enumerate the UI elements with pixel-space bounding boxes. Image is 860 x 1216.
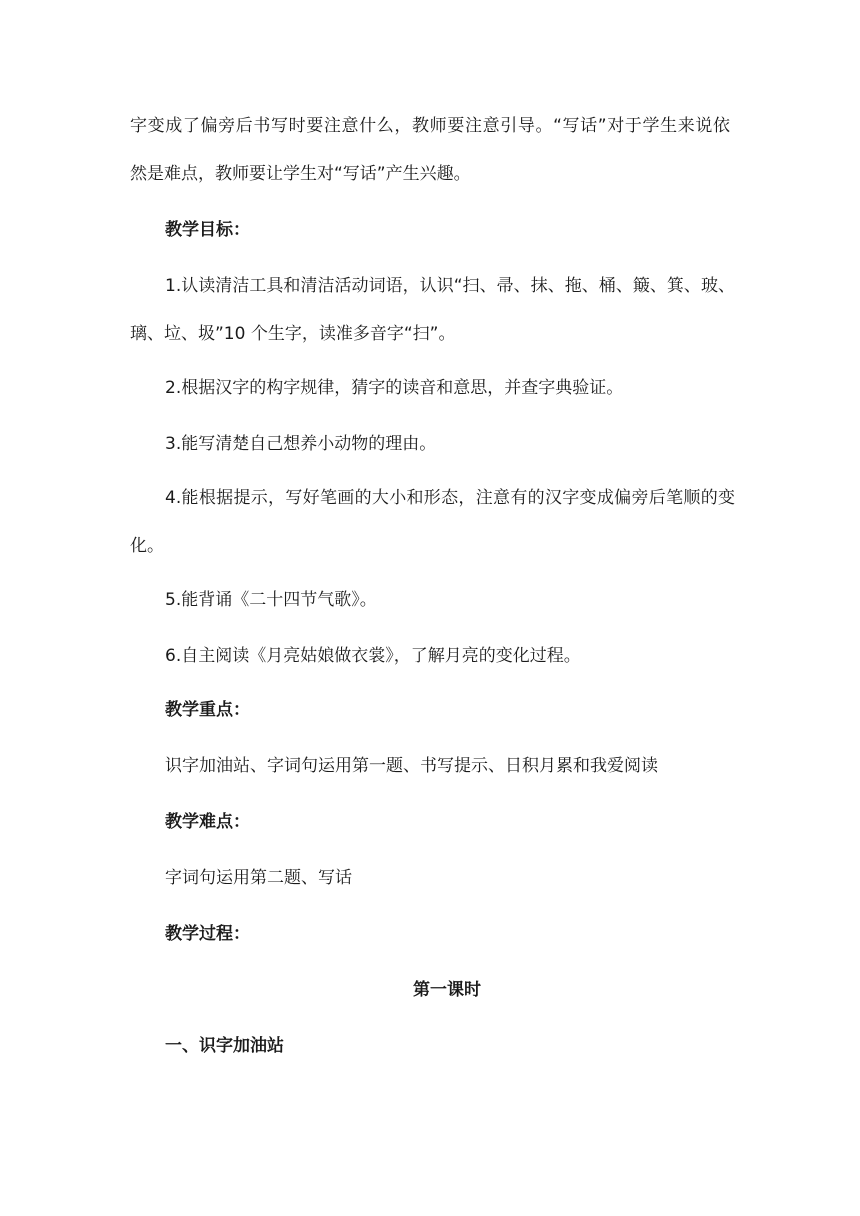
objective-3: 3.能写清楚自己想养小动物的理由。 (165, 434, 437, 454)
lesson-title: 第一课时 (413, 980, 481, 1000)
process-heading: 教学过程： (165, 924, 250, 944)
difficulties-heading: 教学难点： (165, 812, 250, 832)
objective-1-line-2: 璃、垃、圾”10 个生字，读准多音字“扫”。 (130, 324, 456, 344)
objective-6: 6.自主阅读《月亮姑娘做衣裳》，了解月亮的变化过程。 (165, 646, 581, 666)
intro-paragraph-line-1: 字变成了偏旁后书写时要注意什么，教师要注意引导。“写话”对于学生来说依 (130, 116, 730, 136)
objective-5: 5.能背诵《二十四节气歌》。 (165, 590, 377, 610)
difficulties-text: 字词句运用第二题、写话 (165, 868, 352, 888)
key-points-heading: 教学重点： (165, 700, 250, 720)
section-1-heading: 一、识字加油站 (165, 1036, 284, 1056)
objective-1-line-1: 1.认读清洁工具和清洁活动词语，认识“扫、帚、抹、拖、桶、簸、箕、玻、 (165, 276, 735, 296)
objective-2: 2.根据汉字的构字规律，猜字的读音和意思，并查字典验证。 (165, 378, 624, 398)
key-points-text: 识字加油站、字词句运用第一题、书写提示、日积月累和我爱阅读 (165, 756, 658, 776)
objectives-heading: 教学目标： (165, 220, 250, 240)
objective-4-line-1: 4.能根据提示，写好笔画的大小和形态，注意有的汉字变成偏旁后笔顺的变 (165, 488, 735, 508)
objective-4-line-2: 化。 (130, 536, 164, 556)
intro-paragraph-line-2: 然是难点，教师要让学生对“写话”产生兴趣。 (130, 164, 471, 184)
